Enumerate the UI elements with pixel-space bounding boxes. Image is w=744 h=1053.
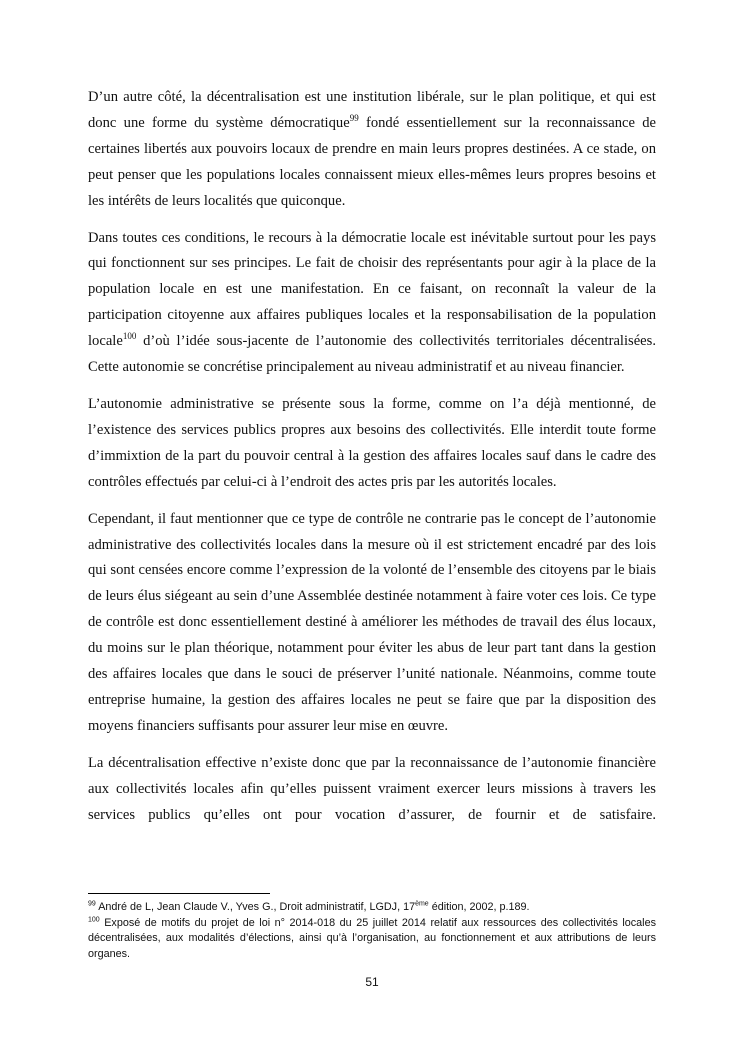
footnote-number-99: 99 (88, 900, 96, 908)
paragraph-2 (88, 226, 656, 381)
footnote-ref-100: 100 (122, 331, 137, 342)
paragraph-3: L’autonomie administrative se présente sous la forme, comme on l’a déjà mentionné, de l’existence des services publics propres aux besoins des collectivités. Elle interdit toute forme d’immixtion de la part du pouvoir central à la gestion des affaires locales sauf dans le cadre des contrôles effectués par celui-ci à l’endroit des actes pris par les autorités locales. (88, 395, 656, 490)
footnote-100 (88, 916, 656, 963)
footnote-ref-99: 99 (349, 113, 359, 124)
paragraph-1-text-b: fondé essentiellement sur la reconnaissance de certaines libertés aux pouvoirs locaux de prendre en main leurs propres destinées. A ce stade, on peut penser que les populations locales connaissent mieux elles-mêmes leurs propres besoins et les intérêts de leurs localités que quiconque. (88, 114, 656, 209)
paragraph-2-text-a: Dans toutes ces conditions, le recours à la démocratie locale est inévitable surtout pour les pays qui fonctionnent sur ses principes. Le fait de choisir des représentants pour agir à la place de la population locale en est une manifestation. En ce faisant, on reconnaît la valeur de la participation citoyenne aux affaires publiques locales et la responsabilisation de la population locale (88, 229, 656, 350)
footnote-number-100: 100 (88, 915, 100, 923)
paragraph-4: Cependant, il faut mentionner que ce type de contrôle ne contrarie pas le concept de l’autonomie administrative des collectivités locales dans la mesure où il est strictement encadré par des lois qui sont censées encore comme l’expression de la volonté de l’ensemble des citoyens par le biais de leurs élus siégeant au sein d’une Assemblée destinée notamment à faire voter ces lois. Ce type de contrôle est donc essentiellement destiné à améliorer les méthodes de travail des élus locaux, du moins sur le plan théorique, notamment pour éviter les abus de leur part tant dans la gestion des affaires locales que dans le souci de préserver l’unité nationale. Néanmoins, comme toute entreprise humaine, la gestion des affaires locales ne peut se faire que par la disposition des moyens financiers suffisants pour assurer leur mise en œuvre. (88, 510, 656, 734)
footnote-99-text-a: André de L, Jean Claude V., Yves G., Droit administratif, LGDJ, 17 (95, 901, 416, 913)
paragraph-2-text-b: d’où l’idée sous-jacente de l’autonomie des collectivités territoriales décentralisées. Cette autonomie se concrétise principalement au niveau administratif et au niveau financier. (88, 333, 656, 376)
body-text (88, 85, 656, 839)
footnote-separator (88, 893, 270, 894)
page-number: 51 (365, 975, 379, 989)
paragraph-5: La décentralisation effective n’existe donc que par la reconnaissance de l’autonomie financière aux collectivités locales afin qu’elles puissent vraiment exercer leurs missions à travers les services publics qu’elles ont pour vocation d’assurer, de fournir et de satisfaire. (88, 754, 656, 823)
paragraph-1-text-a: D’un autre côté, la décentralisation est une institution libérale, sur le plan politique, et qui est donc une forme du système démocratique (88, 89, 656, 131)
footnote-100-text: Exposé de motifs du projet de loi n° 2014-018 du 25 juillet 2014 relatif aux ressources des collectivités locales décentralisées, aux modalités d’élections, ainsi qu’à l’organisation, au fonctionnement et aux attributions de leurs organes. (88, 916, 656, 960)
paragraph-1 (88, 85, 656, 215)
footnote-99-superscript: ème (415, 900, 429, 908)
footnote-99 (88, 900, 656, 916)
footnotes (88, 900, 656, 962)
footnote-99-text-b: édition, 2002, p.189. (428, 901, 530, 913)
